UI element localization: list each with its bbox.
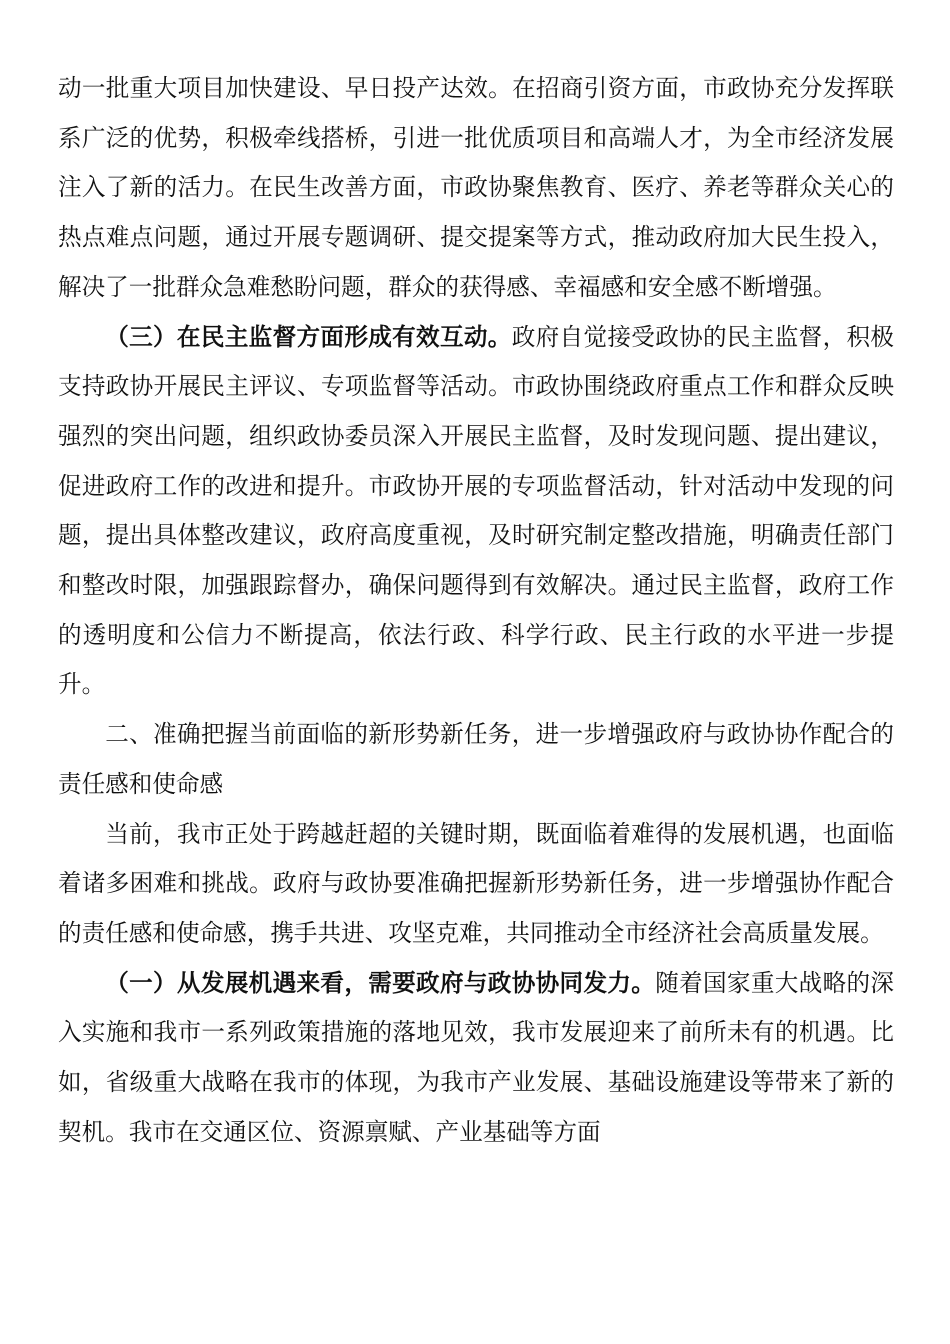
paragraph-heading: （一）从发展机遇来看，需要政府与政协协同发力。 [105, 968, 656, 997]
document-page [58, 64, 894, 1157]
paragraph-development-opportunity [58, 959, 894, 1158]
section-heading [58, 710, 894, 809]
paragraph-text: 动一批重大项目加快建设、早日投产达效。在招商引资方面，市政协充分发挥联系广泛的优势，积极牵线搭桥，引进一批优质项目和高端人才，为全市经济发展注入了新的活力。在民生改善方面，市政协聚焦教育、医疗、养老等群众关心的热点难点问题，通过开展专题调研、提交提案等方式，推动政府加大民生投入，解决了一批群众急难愁盼问题，群众的获得感、幸福感和安全感不断增强。 [58, 74, 894, 301]
paragraph-text: 政府自觉接受政协的民主监督，积极支持政协开展民主评议、专项监督等活动。市政协围绕政府重点工作和群众反映强烈的突出问题，组织政协委员深入开展民主监督，及时发现问题、提出建议，促进政府工作的改进和提升。市政协开展的专项监督活动，针对活动中发现的问题，提出具体整改建议，政府高度重视，及时研究制定整改措施，明确责任部门和整改时限，加强跟踪督办，确保问题得到有效解决。通过民主监督，政府工作的透明度和公信力不断提高，依法行政、科学行政、民主行政的水平进一步提升。 [58, 322, 895, 699]
paragraph-continuation [58, 64, 894, 313]
section-heading-text: 二、准确把握当前面临的新形势新任务，进一步增强政府与政协协作配合的责任感和使命感 [58, 720, 894, 798]
paragraph-text: 当前，我市正处于跨越赶超的关键时期，既面临着难得的发展机遇，也面临着诸多困难和挑战。政府与政协要准确把握新形势新任务，进一步增强协作配合的责任感和使命感，携手共进、攻坚克难，共同推动全市经济社会高质量发展。 [58, 819, 894, 947]
paragraph-democratic-supervision [58, 313, 894, 711]
paragraph-text: 随着国家重大战略的深入实施和我市一系列政策措施的落地见效，我市发展迎来了前所未有的机遇。比如，省级重大战略在我市的体现，为我市产业发展、基础设施建设等带来了新的契机。我市在交通区位、资源禀赋、产业基础等方面 [58, 968, 894, 1146]
paragraph-heading: （三）在民主监督方面形成有效互动。 [105, 322, 512, 351]
paragraph-current-situation [58, 810, 894, 959]
